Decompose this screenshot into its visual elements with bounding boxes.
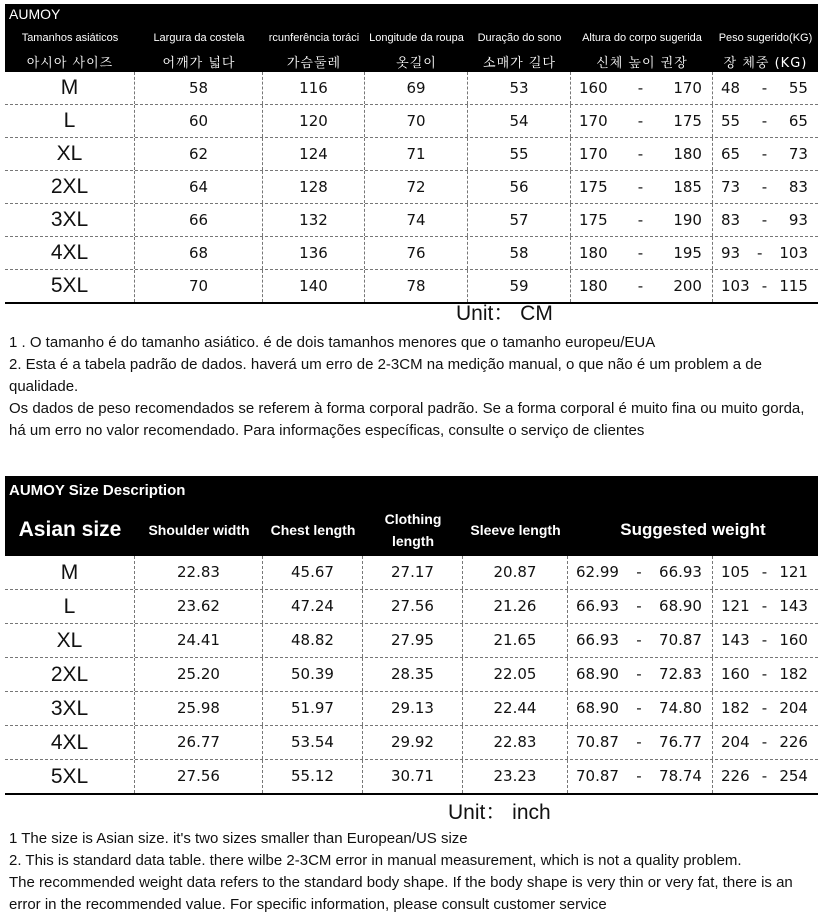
cm-size-table bbox=[5, 72, 818, 304]
range-min: 170 bbox=[579, 112, 608, 130]
table-row bbox=[5, 590, 818, 624]
brand-label: AUMOY bbox=[9, 6, 61, 22]
table-row bbox=[5, 760, 818, 795]
range-dash: - bbox=[637, 112, 644, 130]
chest-cell: 47.24 bbox=[263, 590, 363, 623]
sleeve-cell: 23.23 bbox=[463, 760, 568, 793]
shoulder-cell: 25.98 bbox=[135, 692, 263, 725]
range-dash: - bbox=[761, 665, 768, 683]
weight-range-a-cell bbox=[568, 760, 713, 793]
header-weight-kr: 장 체중 (KG) bbox=[723, 56, 808, 70]
shoulder-cell: 64 bbox=[135, 171, 263, 203]
range-max: 226 bbox=[779, 733, 808, 751]
range-dash: - bbox=[636, 563, 642, 581]
chest-cell: 51.97 bbox=[263, 692, 363, 725]
table-row bbox=[5, 270, 818, 304]
range-min: 204 bbox=[721, 733, 750, 751]
weight-range-a-cell bbox=[568, 624, 713, 657]
range-max: 115 bbox=[779, 277, 808, 295]
length-cell: 70 bbox=[365, 105, 468, 137]
range-dash: - bbox=[761, 767, 768, 785]
shoulder-cell: 68 bbox=[135, 237, 263, 269]
range-min: 73 bbox=[721, 178, 741, 196]
height-range-cell bbox=[571, 204, 713, 236]
weight-range-a-cell bbox=[568, 556, 713, 589]
range-dash: - bbox=[761, 563, 768, 581]
range-max: 72.83 bbox=[659, 665, 702, 683]
range-max: 195 bbox=[673, 244, 702, 262]
range-min: 121 bbox=[721, 597, 750, 615]
header-chest-pt: rcunferência toráci bbox=[268, 32, 360, 44]
sleeve-cell: 20.87 bbox=[463, 556, 568, 589]
header-shoulder-width: Shoulder width bbox=[148, 522, 250, 538]
range-min: 226 bbox=[721, 767, 750, 785]
range-dash: - bbox=[637, 211, 644, 229]
range-min: 70.87 bbox=[576, 767, 619, 785]
weight-range-b-cell bbox=[713, 760, 818, 793]
length-cell: 74 bbox=[365, 204, 468, 236]
range-min: 182 bbox=[721, 699, 750, 717]
chest-cell: 50.39 bbox=[263, 658, 363, 691]
header-asian-size-pt: Tamanhos asiáticos bbox=[21, 32, 119, 44]
note-pt-2: 2. Esta é a tabela padrão de dados. haverá um erro de 2-3CM na medição manual, o que não é um problem a de qualidade. bbox=[9, 356, 762, 395]
range-max: 182 bbox=[779, 665, 808, 683]
range-min: 170 bbox=[579, 145, 608, 163]
range-max: 66.93 bbox=[659, 563, 702, 581]
size-cell: 4XL bbox=[5, 237, 135, 269]
sleeve-cell: 21.65 bbox=[463, 624, 568, 657]
range-min: 93 bbox=[721, 244, 741, 262]
chest-cell: 116 bbox=[263, 72, 365, 104]
header-sleeve-kr: 소매가 길다 bbox=[483, 56, 556, 70]
sleeve-cell: 58 bbox=[468, 237, 571, 269]
table-row bbox=[5, 658, 818, 692]
table-row bbox=[5, 138, 818, 171]
unit-cm-label: Unit： CM bbox=[456, 302, 553, 325]
range-min: 105 bbox=[721, 563, 750, 581]
sleeve-cell: 54 bbox=[468, 105, 571, 137]
weight-range-cell bbox=[713, 171, 818, 203]
range-dash: - bbox=[636, 597, 642, 615]
length-cell: 71 bbox=[365, 138, 468, 170]
range-min: 180 bbox=[579, 277, 608, 295]
range-max: 204 bbox=[779, 699, 808, 717]
shoulder-cell: 24.41 bbox=[135, 624, 263, 657]
length-cell: 27.56 bbox=[363, 590, 463, 623]
size-cell: 3XL bbox=[5, 204, 135, 236]
range-max: 65 bbox=[788, 112, 808, 130]
range-min: 103 bbox=[721, 277, 750, 295]
shoulder-cell: 27.56 bbox=[135, 760, 263, 793]
weight-range-b-cell bbox=[713, 692, 818, 725]
note-en-1: 1 The size is Asian size. it's two sizes smaller than European/US size bbox=[9, 830, 468, 847]
size-cell: 4XL bbox=[5, 726, 135, 759]
weight-range-cell bbox=[713, 105, 818, 137]
shoulder-cell: 23.62 bbox=[135, 590, 263, 623]
range-max: 160 bbox=[779, 631, 808, 649]
range-max: 83 bbox=[788, 178, 808, 196]
range-max: 70.87 bbox=[659, 631, 702, 649]
size-cell: L bbox=[5, 105, 135, 137]
range-dash: - bbox=[636, 665, 642, 683]
header-sleeve-length: Sleeve length bbox=[470, 522, 561, 538]
chest-cell: 55.12 bbox=[263, 760, 363, 793]
range-dash: - bbox=[636, 699, 642, 717]
range-min: 48 bbox=[721, 79, 741, 97]
length-cell: 29.13 bbox=[363, 692, 463, 725]
notes-portuguese bbox=[9, 332, 814, 442]
table-row bbox=[5, 237, 818, 270]
weight-range-a-cell bbox=[568, 590, 713, 623]
range-min: 175 bbox=[579, 178, 608, 196]
note-en-3: The recommended weight data refers to the standard body shape. If the body shape is very thin or very fat, there is an error in the recommended value. For specific information, please consult customer service bbox=[9, 874, 793, 913]
header-length-kr: 옷길이 bbox=[396, 56, 437, 70]
header-height-pt: Altura do corpo sugerida bbox=[582, 32, 702, 44]
range-max: 74.80 bbox=[659, 699, 702, 717]
range-dash: - bbox=[636, 733, 642, 751]
range-dash: - bbox=[637, 244, 644, 262]
range-dash: - bbox=[637, 277, 644, 295]
weight-range-b-cell bbox=[713, 590, 818, 623]
range-max: 121 bbox=[779, 563, 808, 581]
sleeve-cell: 59 bbox=[468, 270, 571, 302]
size-cell: M bbox=[5, 556, 135, 589]
header-weight-pt: Peso sugerido(KG) bbox=[718, 32, 813, 44]
sleeve-cell: 22.05 bbox=[463, 658, 568, 691]
range-max: 170 bbox=[673, 79, 702, 97]
size-cell: M bbox=[5, 72, 135, 104]
header-asian-size-kr: 아시아 사이즈 bbox=[26, 56, 114, 70]
weight-range-a-cell bbox=[568, 726, 713, 759]
range-max: 185 bbox=[673, 178, 702, 196]
sleeve-cell: 22.44 bbox=[463, 692, 568, 725]
cm-table-header bbox=[5, 4, 818, 72]
length-cell: 76 bbox=[365, 237, 468, 269]
height-range-cell bbox=[571, 138, 713, 170]
note-pt-1: 1 . O tamanho é do tamanho asiático. é de dois tamanhos menores que o tamanho europeu/EUA bbox=[9, 334, 656, 351]
range-dash: - bbox=[757, 244, 763, 262]
header-chest-length: Chest length bbox=[270, 522, 356, 538]
range-min: 66.93 bbox=[576, 597, 619, 615]
table-row bbox=[5, 556, 818, 590]
chest-cell: 48.82 bbox=[263, 624, 363, 657]
header-sleeve-pt: Duração do sono bbox=[477, 32, 562, 44]
table-row bbox=[5, 105, 818, 138]
table-row bbox=[5, 204, 818, 237]
header-shoulder-kr: 어깨가 넓다 bbox=[162, 56, 236, 70]
range-max: 78.74 bbox=[659, 767, 702, 785]
size-cell: 5XL bbox=[5, 270, 135, 302]
shoulder-cell: 70 bbox=[135, 270, 263, 302]
weight-range-b-cell bbox=[713, 658, 818, 691]
length-cell: 69 bbox=[365, 72, 468, 104]
chest-cell: 120 bbox=[263, 105, 365, 137]
range-min: 175 bbox=[579, 211, 608, 229]
range-max: 73 bbox=[788, 145, 808, 163]
range-min: 65 bbox=[721, 145, 741, 163]
weight-range-a-cell bbox=[568, 692, 713, 725]
header-length-pt: Longitude da roupa bbox=[369, 32, 464, 44]
inch-header-columns bbox=[5, 506, 818, 554]
sleeve-cell: 55 bbox=[468, 138, 571, 170]
range-dash: - bbox=[761, 699, 768, 717]
length-cell: 29.92 bbox=[363, 726, 463, 759]
range-max: 175 bbox=[673, 112, 702, 130]
range-dash: - bbox=[761, 277, 768, 295]
range-dash: - bbox=[761, 733, 768, 751]
range-dash: - bbox=[761, 145, 768, 163]
length-cell: 30.71 bbox=[363, 760, 463, 793]
shoulder-cell: 25.20 bbox=[135, 658, 263, 691]
inch-table-header bbox=[5, 476, 818, 556]
size-cell: 5XL bbox=[5, 760, 135, 793]
range-max: 143 bbox=[779, 597, 808, 615]
chest-cell: 124 bbox=[263, 138, 365, 170]
range-max: 68.90 bbox=[659, 597, 702, 615]
weight-range-cell bbox=[713, 270, 818, 302]
header-row-korean bbox=[5, 52, 818, 70]
header-asian-size: Asian size bbox=[18, 518, 122, 541]
range-min: 66.93 bbox=[576, 631, 619, 649]
shoulder-cell: 66 bbox=[135, 204, 263, 236]
weight-range-cell bbox=[713, 204, 818, 236]
size-cell: L bbox=[5, 590, 135, 623]
size-cell: XL bbox=[5, 138, 135, 170]
weight-range-cell bbox=[713, 138, 818, 170]
range-dash: - bbox=[637, 178, 644, 196]
table-row bbox=[5, 171, 818, 204]
height-range-cell bbox=[571, 105, 713, 137]
height-range-cell bbox=[571, 237, 713, 269]
range-max: 180 bbox=[673, 145, 702, 163]
note-en-2: 2. This is standard data table. there wilbe 2-3CM error in manual measurement, which is not a quality problem. bbox=[9, 852, 742, 869]
range-min: 180 bbox=[579, 244, 608, 262]
weight-range-a-cell bbox=[568, 658, 713, 691]
size-cell: 3XL bbox=[5, 692, 135, 725]
shoulder-cell: 60 bbox=[135, 105, 263, 137]
height-range-cell bbox=[571, 270, 713, 302]
table-row bbox=[5, 624, 818, 658]
inch-size-table bbox=[5, 556, 818, 795]
sleeve-cell: 21.26 bbox=[463, 590, 568, 623]
header-chest-kr: 가슴둘레 bbox=[286, 56, 342, 70]
header-shoulder-pt: Largura da costela bbox=[153, 32, 245, 44]
chest-cell: 132 bbox=[263, 204, 365, 236]
range-dash: - bbox=[761, 631, 768, 649]
range-min: 160 bbox=[721, 665, 750, 683]
size-description-title: AUMOY Size Description bbox=[9, 482, 186, 499]
range-max: 200 bbox=[673, 277, 702, 295]
note-pt-3: Os dados de peso recomendados se referem à forma corporal padrão. Se a forma corporal é muito fina ou muito gorda, há um erro no valor recomendado. Para informações específicas, consulte o serviço de clientes bbox=[9, 400, 805, 439]
range-max: 93 bbox=[788, 211, 808, 229]
sleeve-cell: 56 bbox=[468, 171, 571, 203]
range-min: 83 bbox=[721, 211, 741, 229]
chest-cell: 140 bbox=[263, 270, 365, 302]
weight-range-b-cell bbox=[713, 726, 818, 759]
range-max: 254 bbox=[779, 767, 808, 785]
size-cell: 2XL bbox=[5, 658, 135, 691]
chest-cell: 128 bbox=[263, 171, 365, 203]
sleeve-cell: 53 bbox=[468, 72, 571, 104]
chest-cell: 53.54 bbox=[263, 726, 363, 759]
range-min: 160 bbox=[579, 79, 608, 97]
height-range-cell bbox=[571, 72, 713, 104]
size-cell: 2XL bbox=[5, 171, 135, 203]
length-cell: 78 bbox=[365, 270, 468, 302]
size-cell: XL bbox=[5, 624, 135, 657]
sleeve-cell: 22.83 bbox=[463, 726, 568, 759]
range-min: 62.99 bbox=[576, 563, 619, 581]
shoulder-cell: 22.83 bbox=[135, 556, 263, 589]
range-max: 190 bbox=[673, 211, 702, 229]
range-max: 55 bbox=[788, 79, 808, 97]
height-range-cell bbox=[571, 171, 713, 203]
range-min: 143 bbox=[721, 631, 750, 649]
header-row-portuguese bbox=[5, 32, 818, 50]
shoulder-cell: 26.77 bbox=[135, 726, 263, 759]
range-dash: - bbox=[637, 79, 644, 97]
range-dash: - bbox=[761, 597, 768, 615]
shoulder-cell: 62 bbox=[135, 138, 263, 170]
unit-inch-label: Unit： inch bbox=[448, 801, 551, 824]
length-cell: 27.95 bbox=[363, 624, 463, 657]
length-cell: 27.17 bbox=[363, 556, 463, 589]
range-min: 68.90 bbox=[576, 665, 619, 683]
shoulder-cell: 58 bbox=[135, 72, 263, 104]
chest-cell: 45.67 bbox=[263, 556, 363, 589]
header-suggested-weight: Suggested weight bbox=[620, 520, 766, 539]
range-min: 55 bbox=[721, 112, 741, 130]
table-row bbox=[5, 72, 818, 105]
weight-range-cell bbox=[713, 237, 818, 269]
range-dash: - bbox=[761, 79, 768, 97]
range-dash: - bbox=[637, 145, 644, 163]
range-dash: - bbox=[761, 178, 768, 196]
range-dash: - bbox=[761, 211, 768, 229]
range-max: 103 bbox=[779, 244, 808, 262]
length-cell: 72 bbox=[365, 171, 468, 203]
range-min: 70.87 bbox=[576, 733, 619, 751]
sleeve-cell: 57 bbox=[468, 204, 571, 236]
weight-range-cell bbox=[713, 72, 818, 104]
table-row bbox=[5, 692, 818, 726]
table-row bbox=[5, 726, 818, 760]
header-height-kr: 신체 높이 권장 bbox=[596, 56, 688, 70]
range-dash: - bbox=[636, 631, 642, 649]
notes-english bbox=[9, 828, 814, 916]
range-dash: - bbox=[636, 767, 642, 785]
range-min: 68.90 bbox=[576, 699, 619, 717]
header-clothing-length: Clothing length bbox=[384, 511, 442, 549]
range-dash: - bbox=[761, 112, 768, 130]
range-max: 76.77 bbox=[659, 733, 702, 751]
length-cell: 28.35 bbox=[363, 658, 463, 691]
chest-cell: 136 bbox=[263, 237, 365, 269]
weight-range-b-cell bbox=[713, 556, 818, 589]
weight-range-b-cell bbox=[713, 624, 818, 657]
